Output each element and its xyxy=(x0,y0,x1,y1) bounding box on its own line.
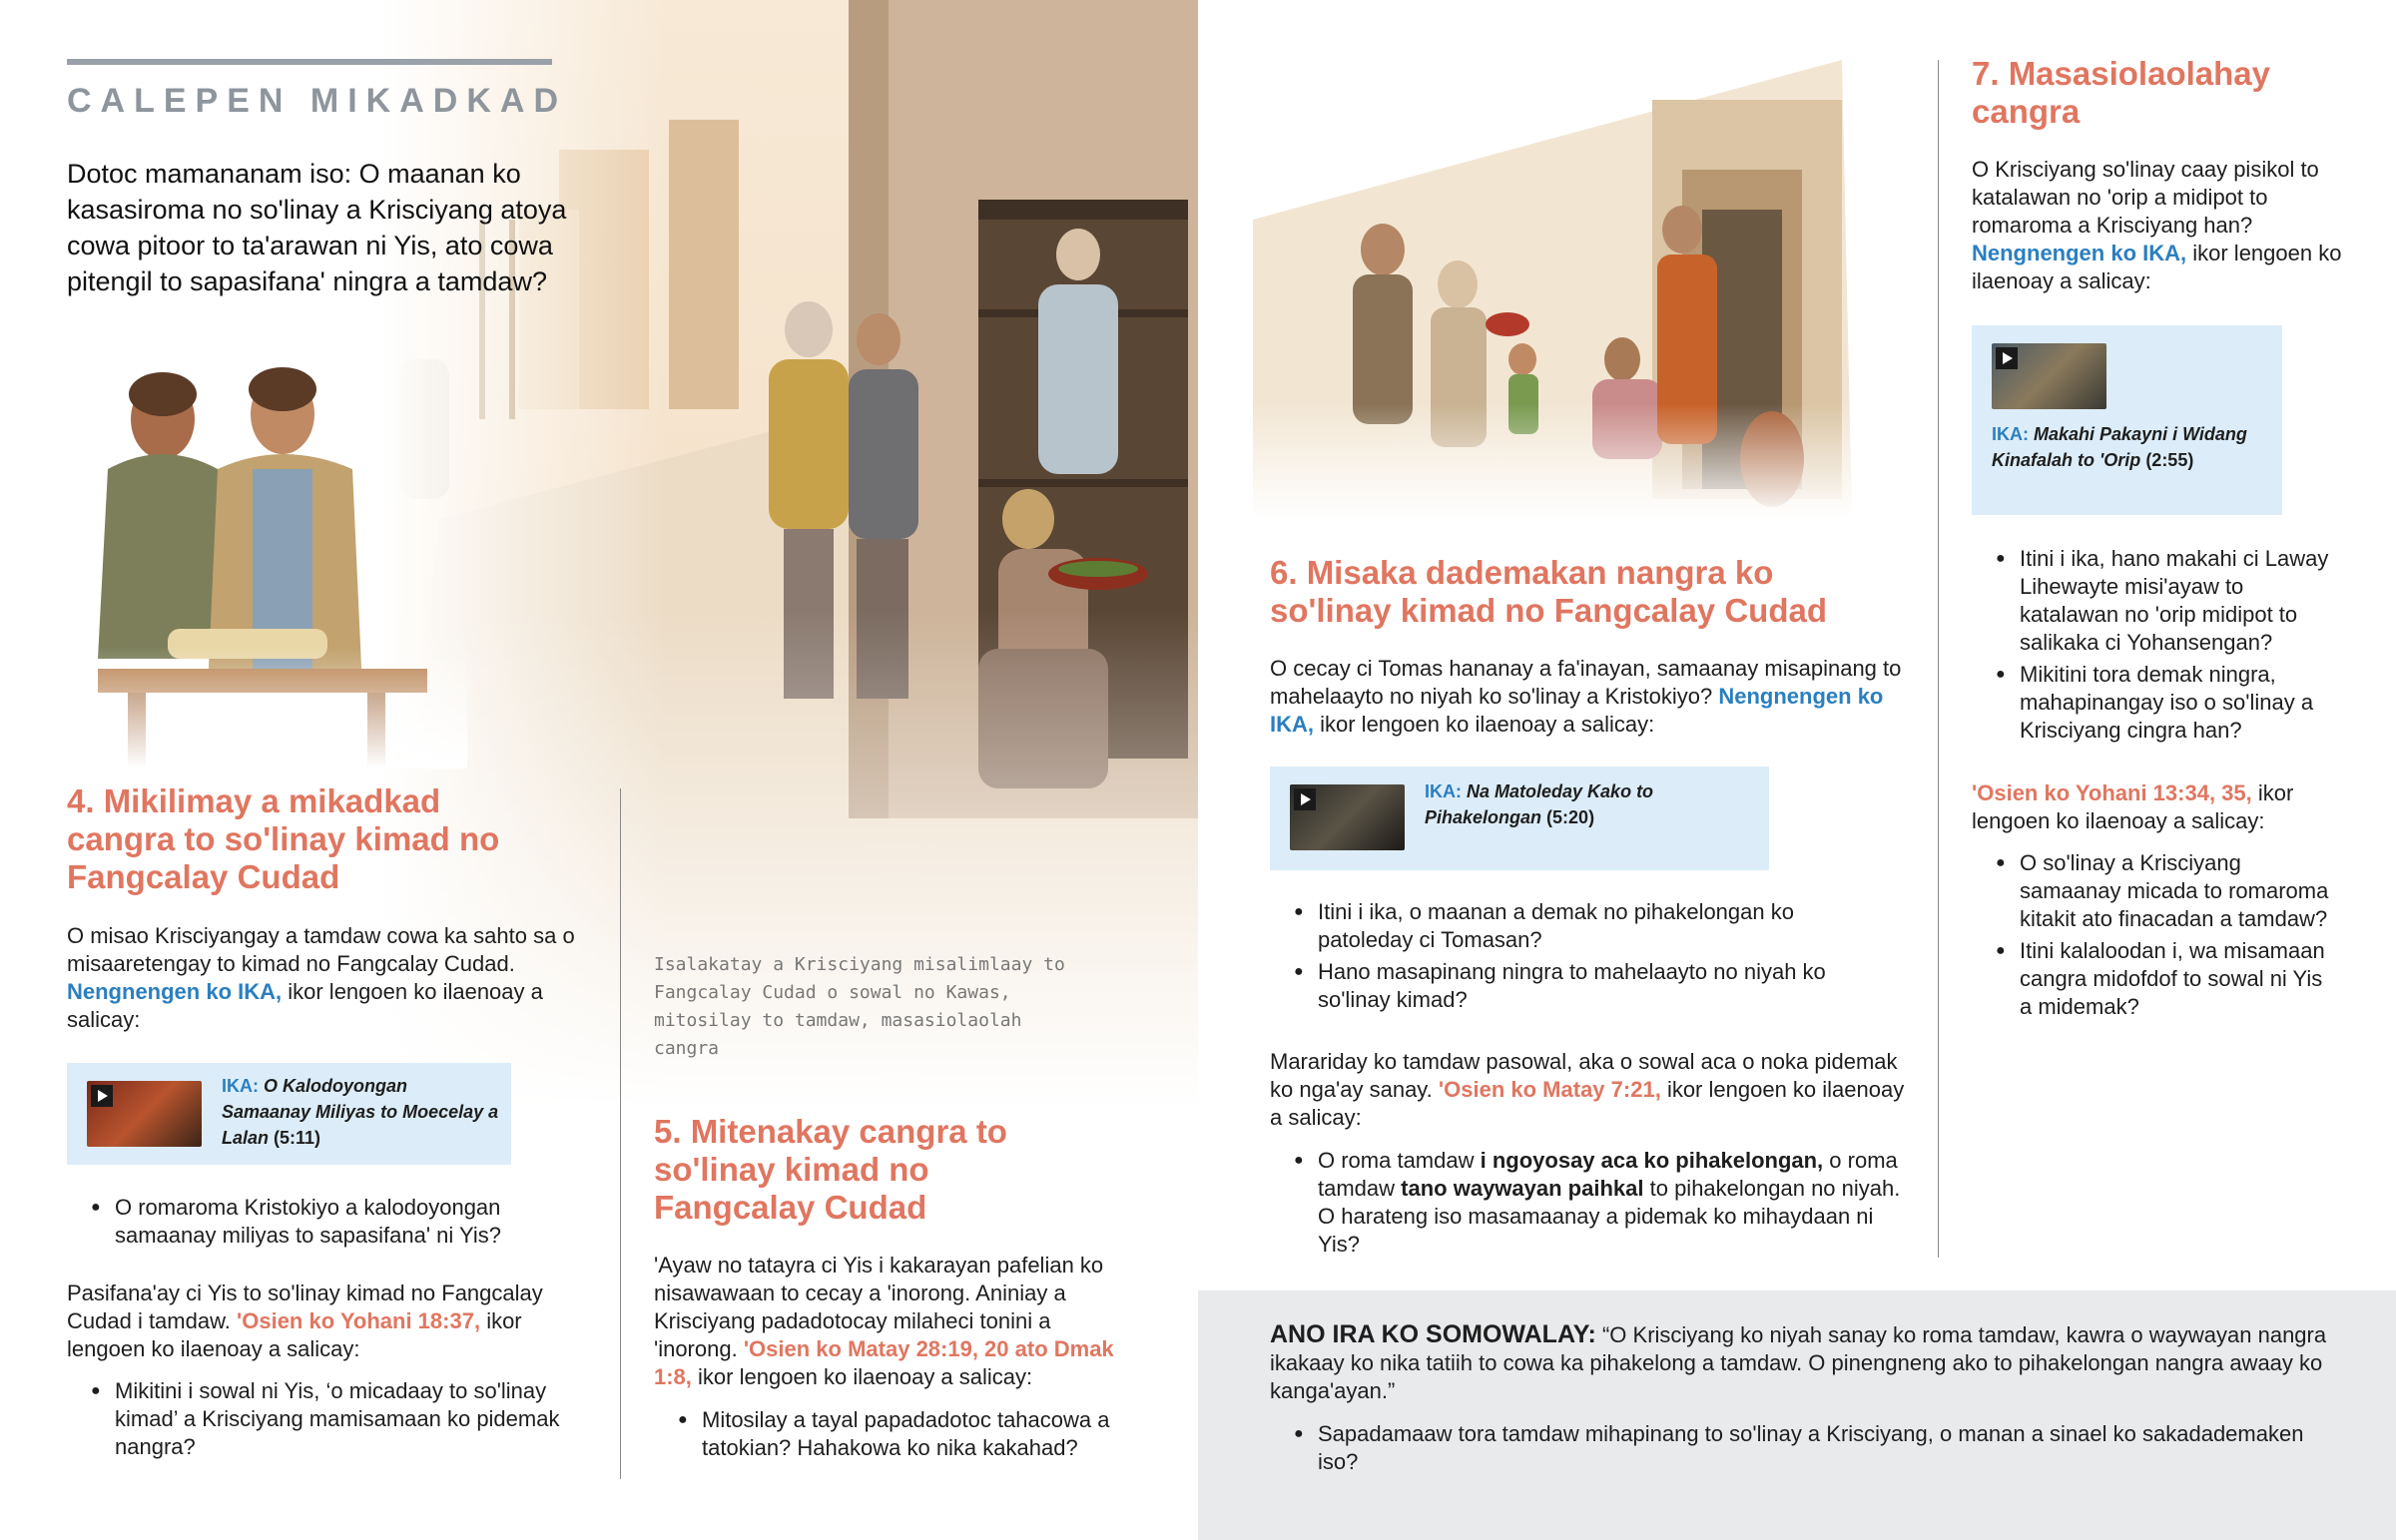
video-duration: (5:20) xyxy=(1546,807,1595,827)
section6-scripture-link[interactable]: 'Osien ko Matay 7:21, xyxy=(1438,1077,1661,1102)
section6-video-link[interactable]: Nengnengen ko IKA, xyxy=(1270,684,1884,737)
section6-para-text: O cecay ci Tomas hananay a fa'inayan, samaanay misapinang to mahelaayto no niyah ko so'linay a Kristokiyo? xyxy=(1270,656,1902,709)
section6-bullets-2 xyxy=(1270,1147,1909,1263)
ika-label: IKA: xyxy=(1425,781,1462,801)
video-title-text: Makahi Pakayni i Widang Kinafalah to 'Orip xyxy=(1992,424,2247,470)
page-title: CALEPEN MIKADKAD xyxy=(67,82,567,120)
bullet-item: ● Itini kalaloodan i, wa misamaan cangra midofdof to sowal ni Yis a midemak? xyxy=(1972,937,2331,1021)
section6-video-card[interactable] xyxy=(1270,767,1769,870)
section6-video-thumbnail[interactable] xyxy=(1290,784,1405,850)
section4-bullets-2 xyxy=(67,1377,591,1465)
bullet-item: ● Itini i ika, hano makahi ci Laway Lihewayte misi'ayaw to katalawan no 'orip midipot to salikaka ci Yohansengan? xyxy=(1972,545,2346,657)
section7-video-card[interactable] xyxy=(1972,325,2282,515)
b3-part-b: i ngoyosay aca ko pihakelongan, xyxy=(1480,1148,1824,1173)
bullet-item: ● Mitosilay a tayal papadadotoc tahacowa a tatokian? Hahakowa ko nika kakahad? xyxy=(654,1406,1123,1462)
section7-para-text: O Krisciyang so'linay caay pisikol to katalawan no 'orip a midipot to romaroma a Krisciyang han? xyxy=(1972,157,2319,238)
section7-para2 xyxy=(1972,779,2351,835)
bullet-item: ● Mikitini i sowal ni Yis, ‘o micadaay to so'linay kimad’ a Krisciyang mamisamaan ko pidemak nangra? xyxy=(67,1377,591,1461)
b3-part-c: o roma tamdaw xyxy=(1318,1148,1898,1201)
section5-scripture-link[interactable]: 'Osien ko Matay 28:19, 20 ato Dmak 1:8, xyxy=(654,1336,1114,1389)
bullet-item: ● Sapadamaaw tora tamdaw mihapinang to so'linay a Krisciyang, o manan a sinael ko sakadademaken iso? xyxy=(1270,1420,2328,1476)
section7-video-thumbnail[interactable] xyxy=(1992,343,2106,409)
section6-video-title xyxy=(1425,778,1754,830)
play-icon[interactable] xyxy=(91,1085,113,1107)
section7-video-title xyxy=(1992,421,2271,473)
bullet-item: ● O romaroma Kristokiyo a kalodoyongan samaanay miliyas to sapasifana' ni Yis? xyxy=(67,1194,591,1250)
header-rule xyxy=(67,59,552,65)
video-duration: (5:11) xyxy=(274,1128,321,1148)
section4-video-thumbnail[interactable] xyxy=(87,1081,202,1147)
section6-para xyxy=(1270,655,1909,739)
scroll-study-illustration xyxy=(68,359,467,769)
b3-part-a: O roma tamdaw xyxy=(1318,1148,1475,1173)
objection-quote-text: “O Krisciyang ko niyah sanay ko roma tamdaw, kawra o waywayan nangra ikakaay ko nika tatiih to cowa ka pihakelong a tamdaw. O pinengneng ako to pihakelongan nangra awaay ko kanga'ayan.” xyxy=(1270,1322,2327,1403)
section5-para-text: 'Ayaw no tatayra ci Yis i kakarayan pafelian ko nisawawaan to cecay a 'inorong. Aniniay a Krisciyang padadotocay milaheci tonini a 'inorong. xyxy=(654,1253,1104,1361)
objection-label: ANO IRA KO SOMOWALAY: xyxy=(1270,1320,1596,1348)
section7-title: 7. Masasiolaolahay cangra xyxy=(1972,55,2270,130)
play-icon[interactable] xyxy=(1996,347,2018,369)
section4-video-card[interactable] xyxy=(67,1063,511,1165)
section4-video-title xyxy=(222,1073,501,1151)
b3-part-e: to pihakelongan no niyah. O harateng iso masamaanay a pidemak ko mihaydaan ni Yis? xyxy=(1318,1176,1901,1257)
section5-para-tail: ikor lengoen ko ilaenoay a salicay: xyxy=(698,1364,1033,1389)
family-doorway-illustration xyxy=(1253,60,1852,519)
section4-video-link[interactable]: Nengnengen ko IKA, xyxy=(67,979,283,1004)
section4-bullets-1 xyxy=(67,1194,591,1254)
section7-scripture-link[interactable]: 'Osien ko Yohani 13:34, 35, xyxy=(1972,780,2252,805)
section7-bullets-2 xyxy=(1972,849,2331,1025)
column-divider xyxy=(620,788,621,1479)
section7-para2-tail: ikor lengoen ko ilaenoay a salicay: xyxy=(1972,780,2294,833)
bullet-item: ● Hano masapinang ningra to mahelaayto no niyah ko so'linay kimad? xyxy=(1270,958,1869,1014)
bullet-item xyxy=(1270,1147,1909,1259)
section4-para2-tail: ikor lengoen ko ilaenoay a salicay: xyxy=(67,1308,522,1361)
section4-para2 xyxy=(67,1280,566,1363)
section7-para-tail: ikor lengoen ko ilaenoay a salicay: xyxy=(1972,241,2342,293)
section7-para xyxy=(1972,156,2351,295)
ika-label: IKA: xyxy=(222,1076,259,1096)
section6-para2-text: Marariday ko tamdaw pasowal, aka o sowal aca o noka pidemak ko nga'ay sanay. xyxy=(1270,1049,1898,1102)
objection-bullets xyxy=(1270,1420,2328,1480)
section4-intro xyxy=(67,922,591,1034)
section6-title: 6. Misaka dademakan nangra ko so'linay kimad no Fangcalay Cudad xyxy=(1270,554,1827,629)
video-title-text: O Kalodoyongan Samaanay Miliyas to Moecelay a Lalan xyxy=(222,1076,499,1148)
section4-para2-text: Pasifana'ay ci Yis to so'linay kimad no Fangcalay Cudad i tamdaw. xyxy=(67,1281,543,1333)
section6-bullets-1 xyxy=(1270,898,1869,1018)
column-divider xyxy=(1938,60,1939,1258)
section5-title: 5. Mitenakay cangra to so'linay kimad no Fangcalay Cudad xyxy=(654,1113,1007,1226)
b3-part-d: tano waywayan paihkal xyxy=(1401,1176,1644,1201)
illustration-caption: Isalakatay a Krisciyang misalimlaay to Fangcalay Cudad o sowal no Kawas, mitosilay to tamdaw, masasiolaolah cangra xyxy=(654,954,1065,1059)
section4-title: 4. Mikilimay a mikadkad cangra to so'linay kimad no Fangcalay Cudad xyxy=(67,782,500,895)
play-icon[interactable] xyxy=(1294,788,1316,810)
section4-scripture-link[interactable]: 'Osien ko Yohani 18:37, xyxy=(237,1308,481,1333)
section7-bullets-1 xyxy=(1972,545,2346,749)
video-title-text: Na Matoleday Kako to Pihakelongan xyxy=(1425,781,1654,827)
section5-para xyxy=(654,1252,1123,1391)
objection-quote xyxy=(1270,1320,2328,1405)
bullet-item: ● Itini i ika, o maanan a demak no pihakelongan ko patoleday ci Tomasan? xyxy=(1270,898,1869,954)
section4-intro-text: O misao Krisciyangay a tamdaw cowa ka sahto sa o misaaretengay to kimad no Fangcalay Cudad. xyxy=(67,923,575,976)
objection-box xyxy=(1198,1290,2396,1540)
section5-bullets xyxy=(654,1406,1123,1466)
intro-question: Dotoc mamananam iso: O maanan ko kasasiroma no so'linay a Krisciyang atoya cowa pitoor to ta'arawan ni Yis, ato cowa pitengil to sapasifana' ningra a tamdaw? xyxy=(67,159,567,296)
section4-intro-tail: ikor lengoen ko ilaenoay a salicay: xyxy=(67,979,543,1032)
section6-para-tail: ikor lengoen ko ilaenoay a salicay: xyxy=(1320,712,1655,737)
bullet-item: ● O so'linay a Krisciyang samaanay micada to romaroma kitakit ato finacadan a tamdaw? xyxy=(1972,849,2331,933)
ika-label: IKA: xyxy=(1992,424,2029,444)
bullet-item: ● Mikitini tora demak ningra, mahapinangay iso o so'linay a Krisciyang cingra han? xyxy=(1972,661,2346,745)
section6-para2 xyxy=(1270,1048,1909,1132)
section6-para2-tail: ikor lengoen ko ilaenoay a salicay: xyxy=(1270,1077,1905,1130)
section7-video-link[interactable]: Nengnengen ko IKA, xyxy=(1972,241,2187,265)
video-duration: (2:55) xyxy=(2145,450,2194,470)
